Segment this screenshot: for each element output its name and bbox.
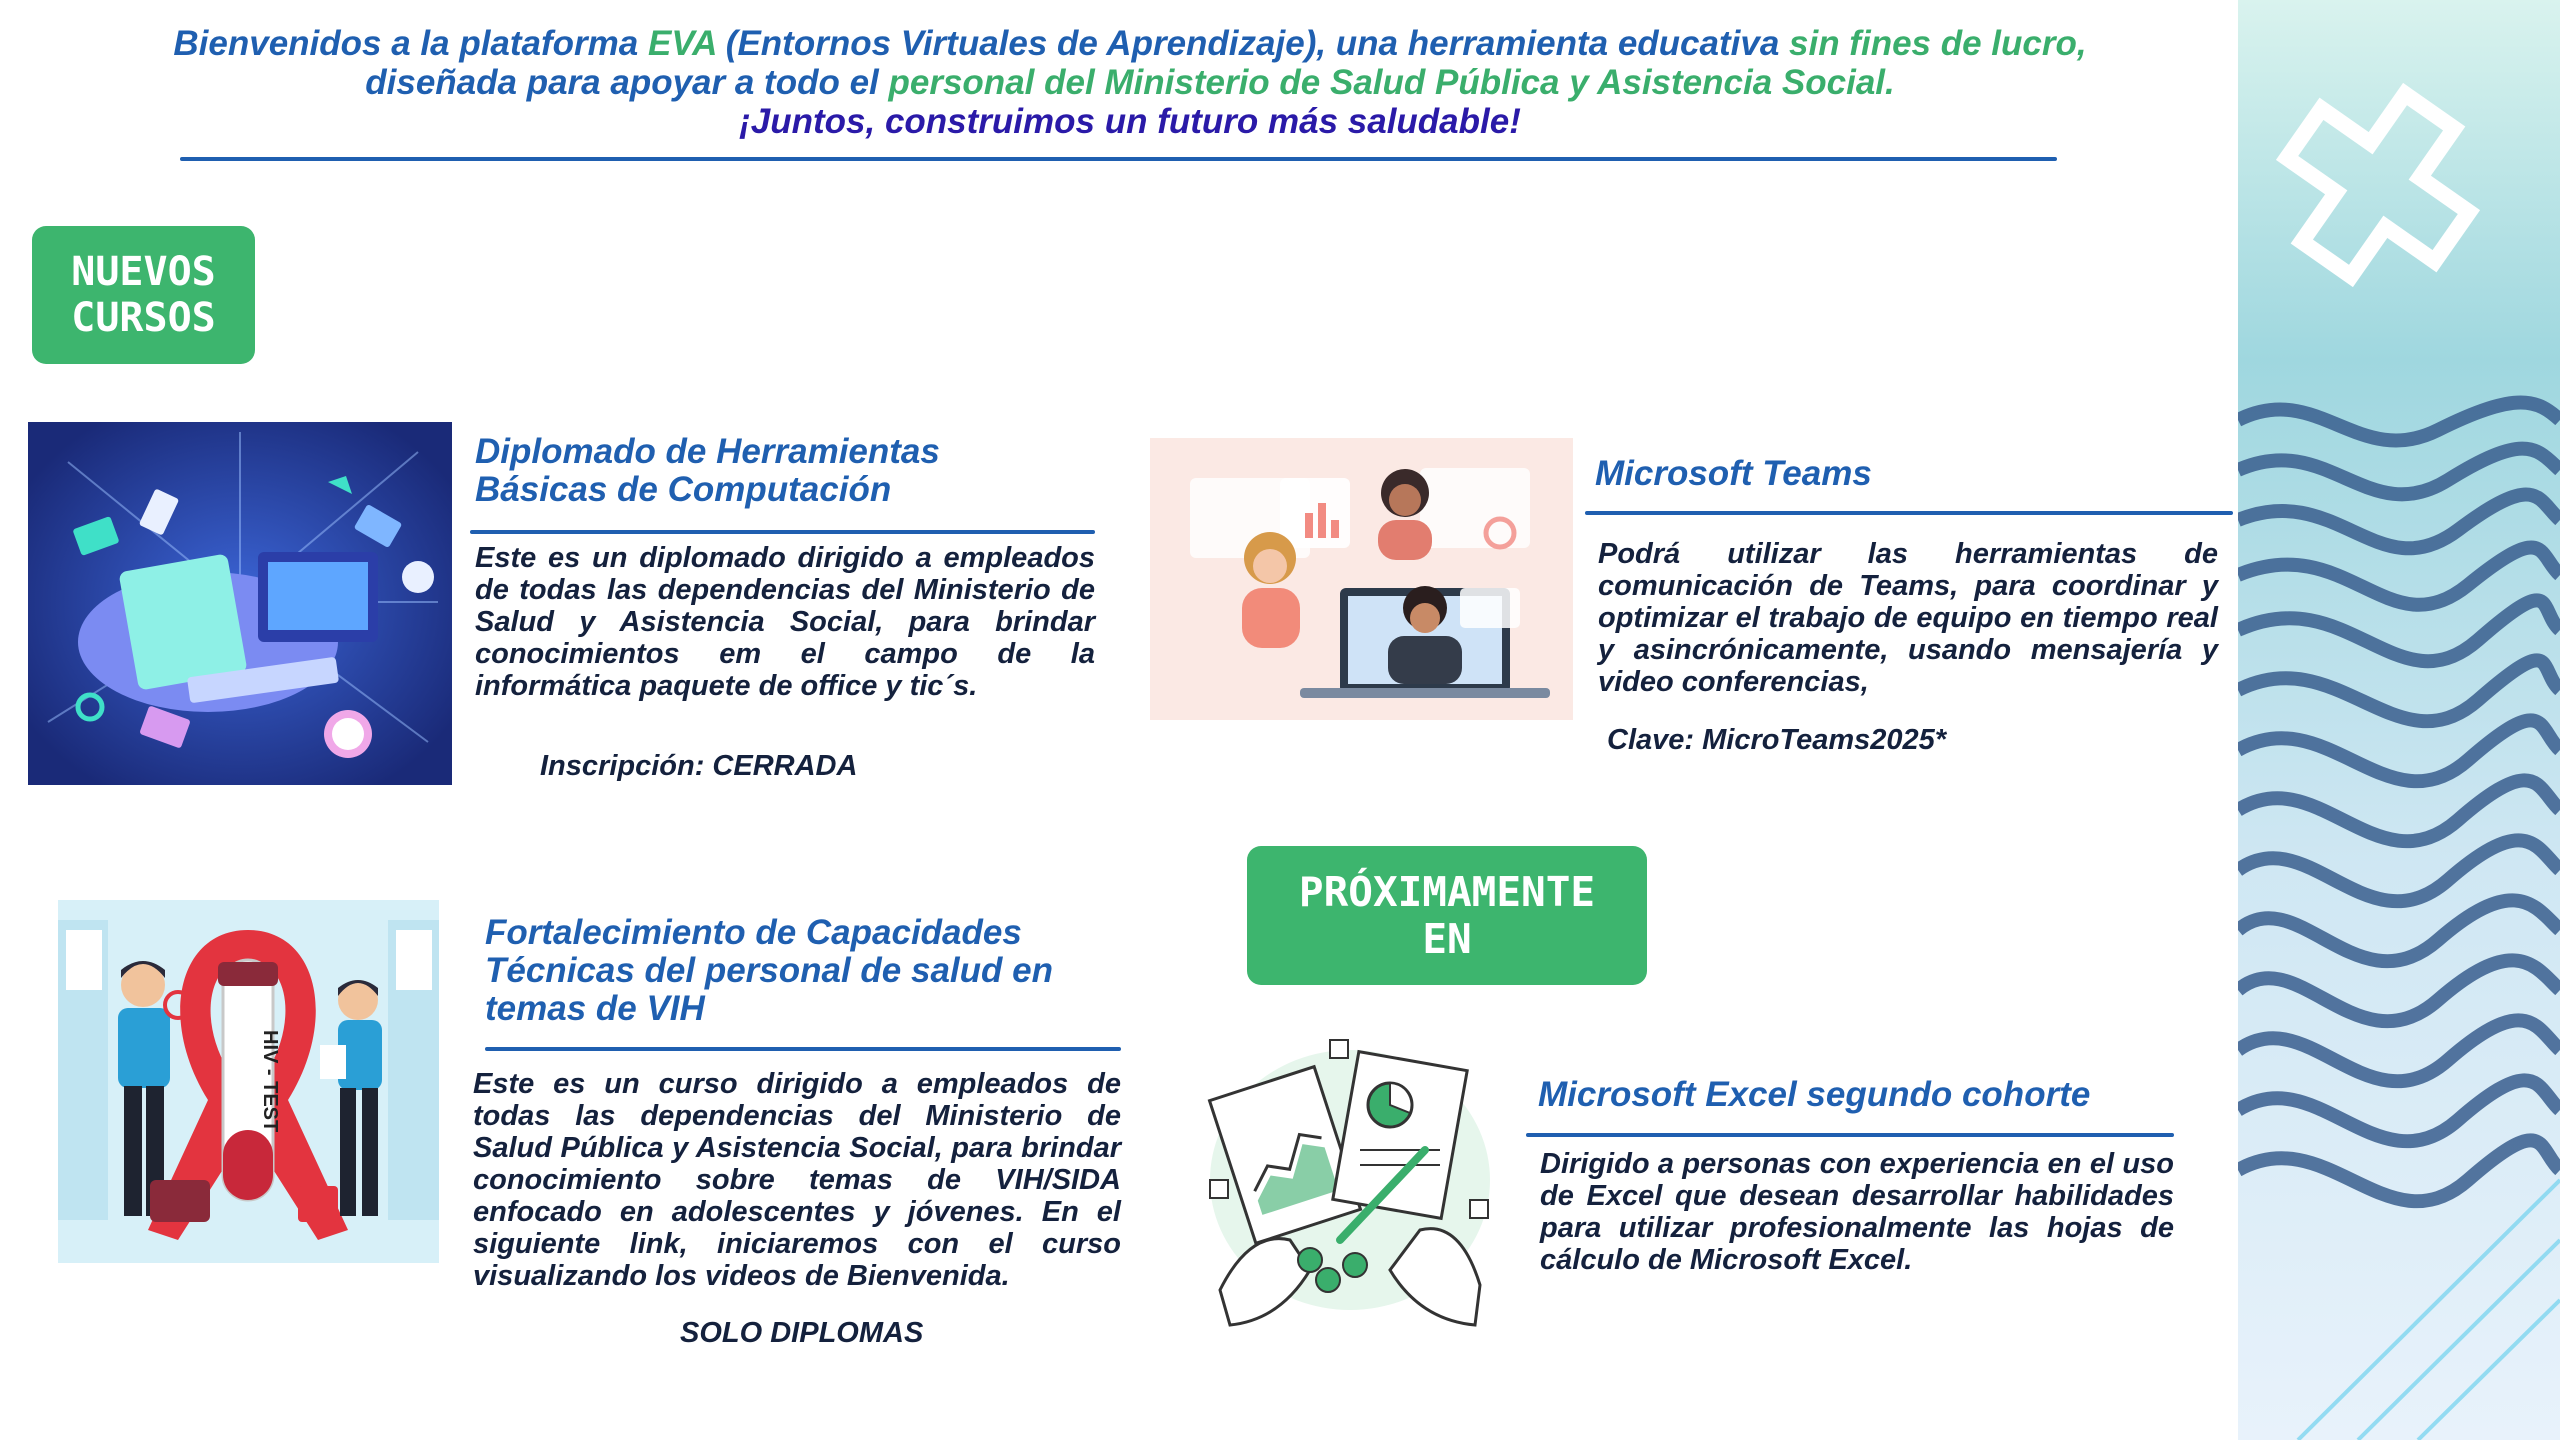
computer-course-status: Inscripción: CERRADA bbox=[540, 750, 858, 782]
vih-illustration bbox=[58, 900, 439, 1263]
excel-illustration bbox=[1190, 1030, 1510, 1330]
computer-illustration bbox=[28, 422, 452, 785]
computer-course-divider bbox=[470, 530, 1095, 534]
welcome-text: Bienvenidos a la plataforma bbox=[173, 24, 648, 63]
ministry-text: personal del Ministerio de Salud Pública y Asistencia Social. bbox=[888, 63, 1895, 102]
excel-course-title[interactable]: Microsoft Excel segundo cohorte bbox=[1538, 1075, 2091, 1114]
vih-course-description: Este es un curso dirigido a empleados de todas las dependencias del Ministerio de Salud Pública y Asistencia Social, para brindar conocimiento sobre temas de VIH/SIDA enfocado en adolescentes y jóvenes. En el siguiente link, iniciaremos con el curso visualizando los videos de Bienvenida. bbox=[473, 1068, 1121, 1292]
teams-course-image[interactable] bbox=[1150, 438, 1573, 720]
teams-illustration bbox=[1150, 438, 1573, 720]
excel-course-description: Dirigido a personas con experiencia en el uso de Excel que desean desarrollar habilidades para utilizar profesionalmente las hojas de cálculo de Microsoft Excel. bbox=[1540, 1148, 2174, 1276]
teams-course-title[interactable]: Microsoft Teams bbox=[1595, 454, 1872, 493]
badge-line: NUEVOS bbox=[71, 249, 216, 295]
vih-course-image[interactable] bbox=[58, 900, 439, 1263]
header-divider bbox=[180, 157, 2057, 161]
title-line: Básicas de Computación bbox=[475, 470, 892, 509]
slogan: ¡Juntos, construimos un futuro más saludable! bbox=[739, 102, 1521, 141]
vih-course-title[interactable] bbox=[485, 914, 1125, 1028]
computer-course-title[interactable] bbox=[475, 433, 1115, 509]
title-line: Fortalecimiento de Capacidades bbox=[485, 913, 1022, 952]
coming-soon-badge bbox=[1247, 846, 1647, 985]
teams-course-description: Podrá utilizar las herramientas de comunicación de Teams, para coordinar y optimizar el trabajo de equipo en tiempo real y asincrónicamente, usando mensajería y video conferencias, bbox=[1598, 538, 2218, 698]
welcome-text-2: (Entornos Virtuales de Aprendizaje), una herramienta educativa bbox=[716, 24, 1790, 63]
wave-pattern bbox=[2238, 0, 2560, 1440]
computer-course-image[interactable] bbox=[28, 422, 452, 785]
badge-line: PRÓXIMAMENTE bbox=[1298, 867, 1596, 916]
vih-course-divider bbox=[485, 1047, 1121, 1051]
vih-course-note: SOLO DIPLOMAS bbox=[680, 1317, 924, 1349]
title-line: Técnicas del personal de salud en bbox=[485, 951, 1053, 990]
new-courses-badge bbox=[32, 226, 255, 364]
badge-line: EN bbox=[1422, 914, 1472, 963]
decorative-side-panel bbox=[2238, 0, 2560, 1440]
nonprofit-text: sin fines de lucro, bbox=[1789, 24, 2087, 63]
title-line: Diplomado de Herramientas bbox=[475, 432, 940, 471]
excel-course-image[interactable] bbox=[1190, 1030, 1510, 1330]
teams-course-divider bbox=[1585, 511, 2233, 515]
tube-label: HIV - TEST bbox=[259, 1030, 281, 1133]
eva-name: EVA bbox=[647, 24, 717, 63]
computer-course-description: Este es un diplomado dirigido a empleados de todas las dependencias del Ministerio de Salud y Asistencia Social, para brindar conocimientos em el campo de la informática paquete de office y tic´s. bbox=[475, 542, 1095, 702]
badge-line: CURSOS bbox=[71, 295, 216, 341]
title-line: temas de VIH bbox=[485, 989, 705, 1028]
welcome-banner bbox=[150, 24, 2110, 141]
excel-course-divider bbox=[1526, 1133, 2174, 1137]
teams-course-key: Clave: MicroTeams2025* bbox=[1607, 724, 1947, 756]
welcome-text-3: diseñada para apoyar a todo el bbox=[365, 63, 889, 102]
